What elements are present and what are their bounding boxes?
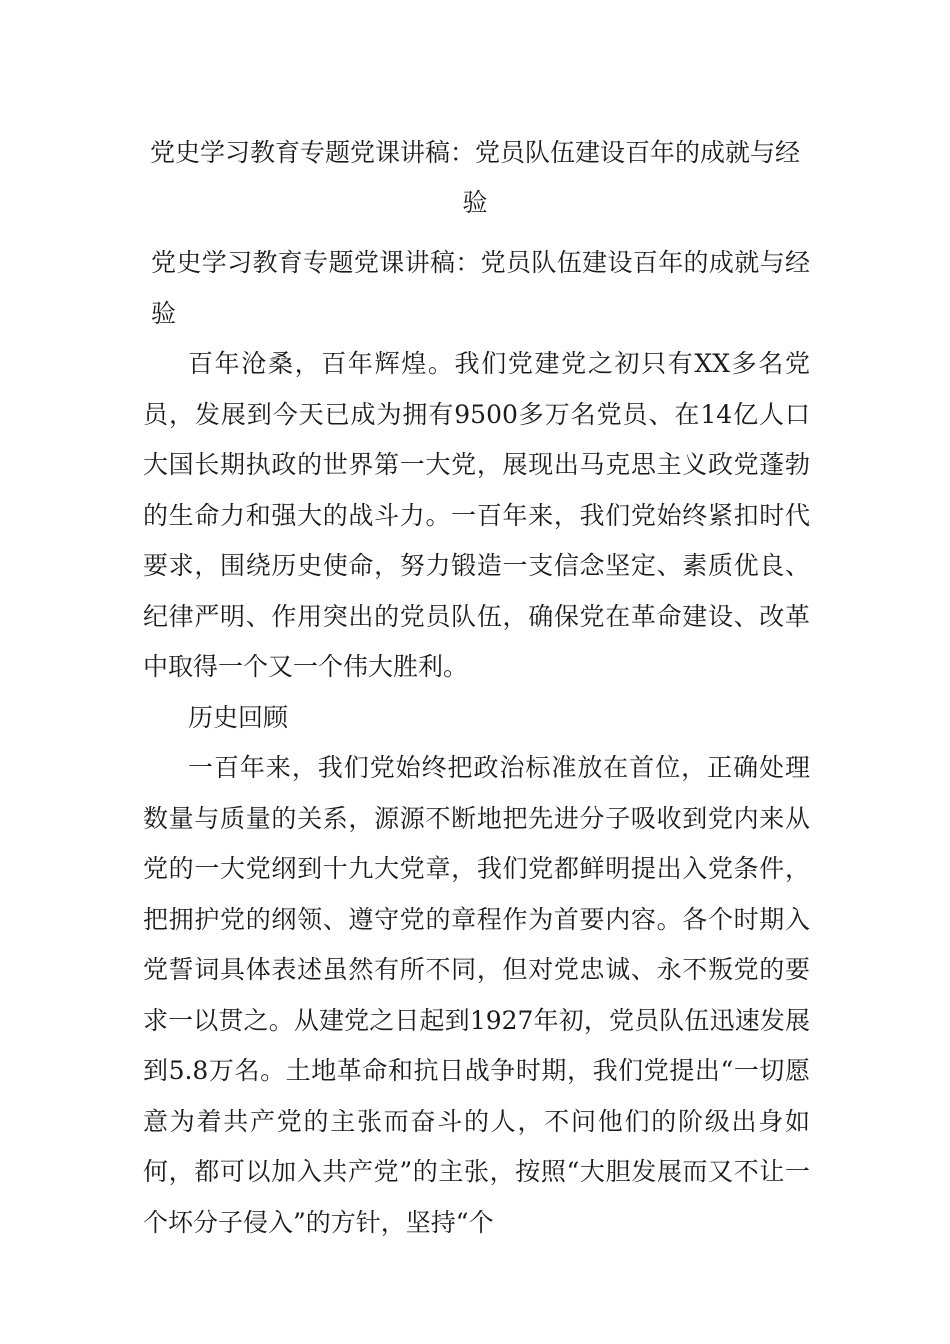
- document-subtitle: 党史学习教育专题党课讲稿：党员队伍建设百年的成就与经验: [151, 248, 810, 328]
- document-title: 党史学习教育专题党课讲稿：党员队伍建设百年的成就与经验: [149, 138, 800, 217]
- body-paragraph-intro: 百年沧桑，百年辉煌。我们党建党之初只有XX多名党员，发展到今天已成为拥有9500多万名党员、在14亿人口大国长期执政的世界第一大党，展现出马克思主义政党蓬勃的生命力和强大的战斗力。一百年来，我们党始终紧扣时代要求，围绕历史使命，努力锻造一支信念坚定、素质优良、纪律严明、作用突出的党员队伍，确保党在革命建设、改革中取得一个又一个伟大胜利。: [143, 349, 810, 681]
- section-heading-history: 历史回顾: [188, 702, 289, 732]
- body-paragraph-history: 一百年来，我们党始终把政治标准放在首位，正确处理数量与质量的关系，源源不断地把先进分子吸收到党内来从党的一大党纲到十九大党章，我们党都鲜明提出入党条件，把拥护党的纲领、遵守党的章程作为首要内容。各个时期入党誓词具体表述虽然有所不同，但对党忠诚、永不叛党的要求一以贯之。从建党之日起到1927年初，党员队伍迅速发展到5.8万名。土地革命和抗日战争时期，我们党提出“一切愿意为着共产党的主张而奋斗的人，不问他们的阶级出身如何，都可以加入共产党”的主张，按照“大胆发展而又不让一个坏分子侵入”的方针，坚持“个: [143, 753, 810, 1237]
- document-body: [143, 238, 810, 1248]
